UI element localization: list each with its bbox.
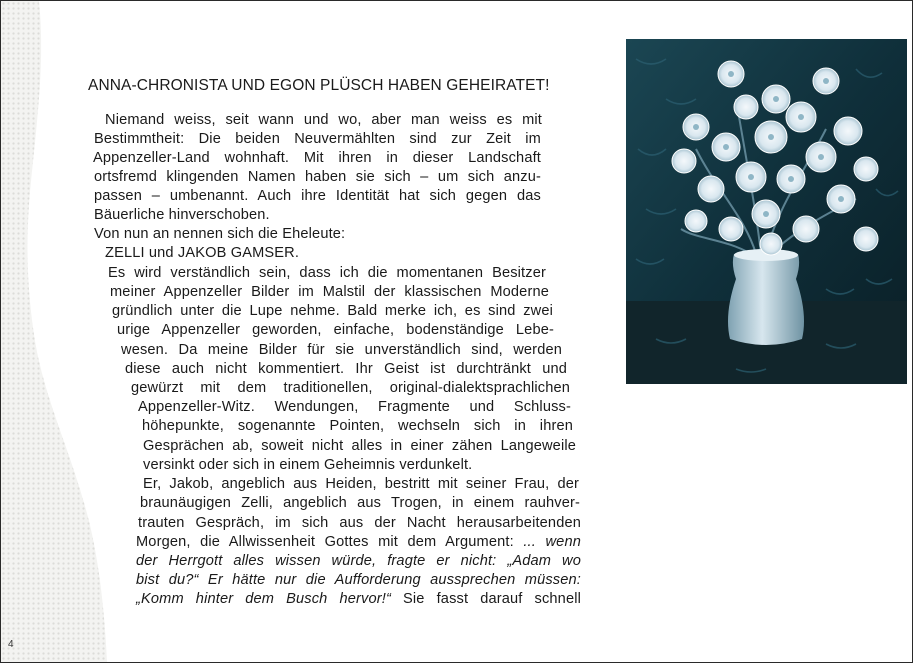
text-line: braunäugigen Zelli, angeblich aus Trogen, in einem rauhver- — [140, 495, 580, 511]
text-line: wesen. Da meine Bilder für sie unverständlich sind, werden — [121, 342, 562, 358]
text-line: Gesprächen ab, soweit nicht alles in einer zähen Langeweile — [143, 438, 576, 454]
text-line — [136, 571, 581, 589]
text-line — [136, 552, 581, 570]
text-span: Sie fasst darauf schnell — [403, 591, 581, 607]
text-line: Appenzeller-Witz. Wendungen, Fragmente und Schluss- — [138, 399, 571, 415]
text-line: höhepunkte, sogenannte Pointen, wechseln sich in ihren — [142, 418, 573, 434]
text-line: Appenzeller-Land wohnhaft. Mit ihren in dieser Landschaft — [93, 150, 541, 166]
text-line: diese auch nicht kommentiert. Ihr Geist ist durchtränkt und — [125, 361, 567, 377]
text-line — [136, 533, 581, 551]
text-line: Es wird verständlich sein, dass ich die momentanen Besitzer — [108, 265, 546, 281]
text-line: passen – umbenannt. Auch ihre Identität hat sich gegen das — [94, 188, 541, 204]
text-line: urige Appenzeller geworden, einfache, bodenständige Lebe- — [117, 322, 554, 338]
page-number: 4 — [8, 639, 14, 650]
text-line: gründlich unter die Lupe nehme. Bald merke ich, es sind zwei — [112, 303, 553, 319]
text-line: Er, Jakob, angeblich aus Heiden, bestritt mit seiner Frau, der — [143, 476, 579, 492]
text-line: Bäuerliche hinverschoben. — [94, 207, 270, 223]
text-line: versinkt oder sich in einem Geheimnis verdunkelt. — [143, 457, 473, 473]
text-line: trauten Gespräch, im sich aus der Nacht herausarbeitenden — [138, 515, 581, 531]
text-line: ZELLI und JAKOB GAMSER. — [105, 245, 300, 261]
decorative-wave-margin — [1, 1, 121, 662]
text-line: meiner Appenzeller Bilder im Malstil der klassischen Moderne — [110, 284, 549, 300]
italic-quote: ... wenn — [523, 534, 581, 550]
text-line — [136, 590, 581, 608]
italic-quote: der Herrgott alles wissen würde, fragte er nicht: „Adam wo — [136, 553, 581, 569]
painting-flowers-in-vase — [626, 39, 907, 384]
text-span: Morgen, die Allwissenheit Gottes mit dem Argument: — [136, 534, 514, 550]
text-line: Niemand weiss, seit wann und wo, aber man weiss es mit — [105, 112, 542, 128]
text-line: Von nun an nennen sich die Eheleute: — [94, 226, 346, 242]
text-line: gewürzt mit dem traditionellen, original-dialektsprachlichen — [131, 380, 570, 396]
italic-quote: bist du?“ Er hätte nur die Aufforderung aussprechen müssen: — [136, 572, 581, 588]
article-title: ANNA-CHRONISTA UND EGON PLÜSCH HABEN GEHEIRATET! — [88, 77, 550, 94]
text-line: Bestimmtheit: Die beiden Neuvermählten sind zur Zeit im — [94, 131, 541, 147]
italic-quote: „Komm hinter dem Busch hervor!“ — [136, 591, 391, 607]
text-line: ortsfremd klingenden Namen haben sie sich – um sich anzu- — [94, 169, 541, 185]
